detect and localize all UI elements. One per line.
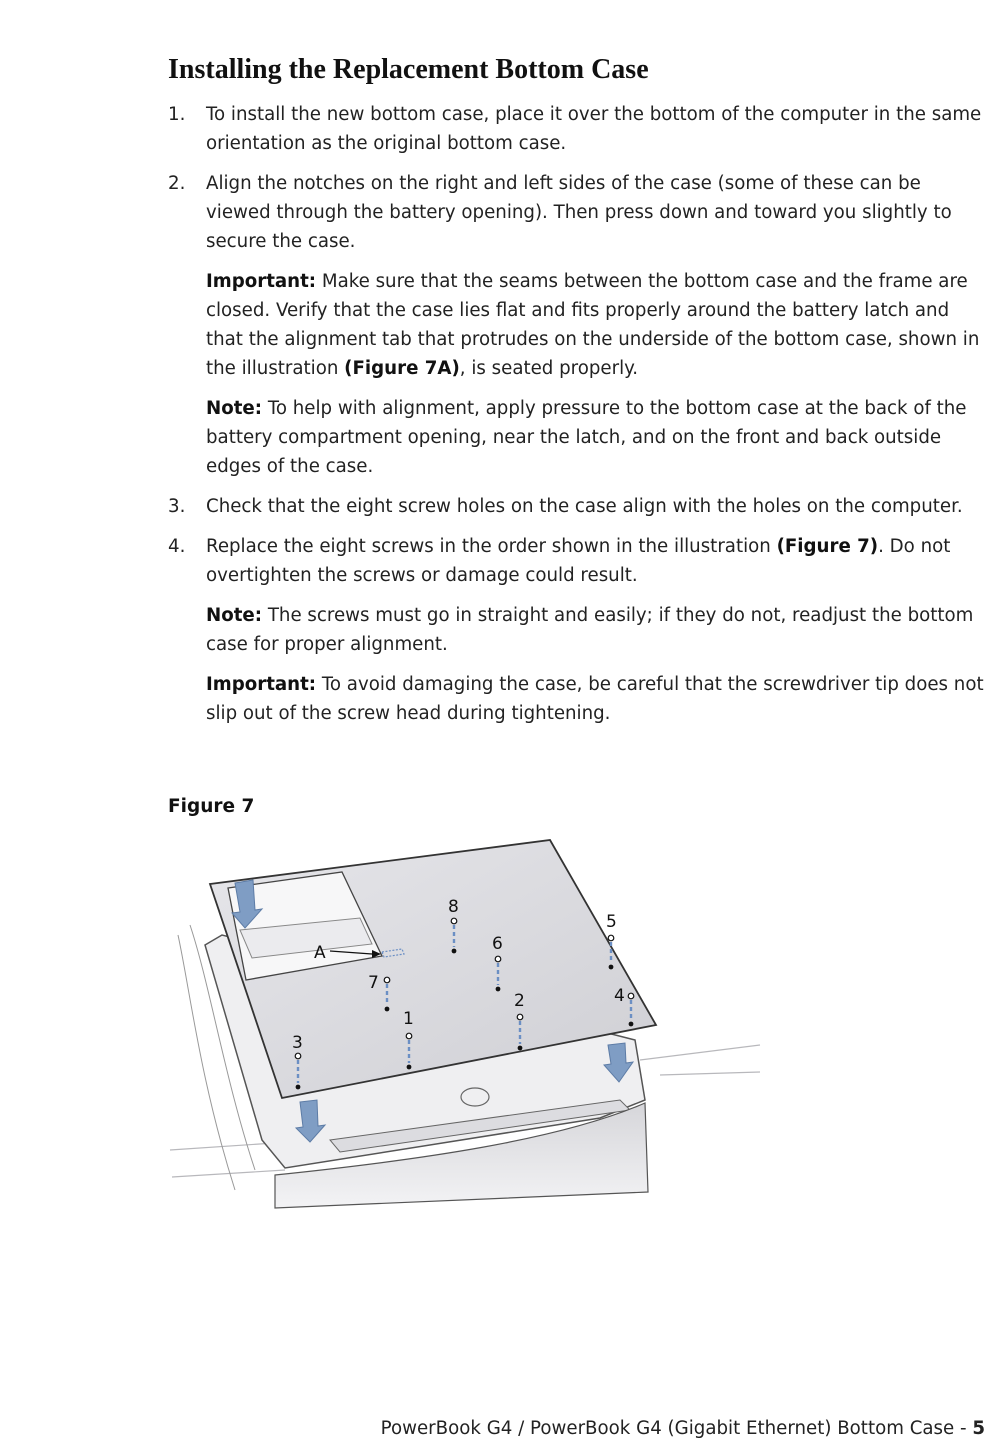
screw-hole xyxy=(496,987,501,992)
step-1 xyxy=(168,100,990,158)
screw-icon xyxy=(406,1033,412,1039)
callout-label: Note: xyxy=(206,605,263,626)
page-number: 5 xyxy=(972,1418,985,1439)
screw-hole xyxy=(296,1085,301,1090)
screw-number-label: 1 xyxy=(403,1009,414,1029)
screw-number-label: 8 xyxy=(448,897,459,917)
step-4 xyxy=(168,532,990,590)
callout-text: The screws must go in straight and easily; if they do not, readjust the bottom case for proper alignment. xyxy=(206,605,974,655)
bottom-case-illustration xyxy=(160,830,780,1215)
figure-reference: (Figure 7A) xyxy=(344,358,460,379)
screw-hole xyxy=(385,1007,390,1012)
step-text: Replace the eight screws in the order shown in the illustration xyxy=(206,536,777,557)
screw-number-label: 5 xyxy=(606,912,617,932)
screw-icon xyxy=(628,993,634,999)
page-title: Installing the Replacement Bottom Case xyxy=(168,54,649,85)
step-text: Align the notches on the right and left sides of the case (some of these can be viewed through the battery opening). Then press down and toward you slightly to secure the case. xyxy=(206,173,952,252)
page-footer xyxy=(381,1418,985,1439)
step-text: . Do not overtighten the screws or damage could result. xyxy=(206,536,951,586)
step-number: 1. xyxy=(168,104,186,125)
screw-hole xyxy=(518,1046,523,1051)
important-callout-2 xyxy=(168,670,990,728)
screw-number-label: 6 xyxy=(492,934,503,954)
step-number: 2. xyxy=(168,173,186,194)
screw-number-label: 2 xyxy=(514,991,525,1011)
screw-number-label: 4 xyxy=(614,986,625,1006)
screw-hole xyxy=(407,1065,412,1070)
callout-label: Important: xyxy=(206,674,317,695)
step-number: 3. xyxy=(168,496,186,517)
screw-icon xyxy=(517,1014,523,1020)
screw-icon xyxy=(451,918,457,924)
screw-number-label: 7 xyxy=(368,973,379,993)
screw-icon xyxy=(608,935,614,941)
screw-hole xyxy=(452,949,457,954)
screw-icon xyxy=(495,956,501,962)
figure-label: Figure 7 xyxy=(168,796,255,817)
callout-label: Note: xyxy=(206,398,263,419)
step-3 xyxy=(168,492,990,521)
screw-number-label: 3 xyxy=(292,1033,303,1053)
note-callout-1 xyxy=(168,394,990,481)
screw-hole xyxy=(609,965,614,970)
step-text: Check that the eight screw holes on the case align with the holes on the computer. xyxy=(206,496,963,517)
footer-title: PowerBook G4 / PowerBook G4 (Gigabit Ethernet) Bottom Case - xyxy=(380,1418,973,1439)
step-2 xyxy=(168,169,990,256)
figure-reference: (Figure 7) xyxy=(776,536,879,557)
screw-icon xyxy=(295,1053,301,1059)
step-text: To install the new bottom case, place it over the bottom of the computer in the same orientation as the original bottom case. xyxy=(206,104,982,154)
step-number: 4. xyxy=(168,536,186,557)
callout-text: Make sure that the seams between the bottom case and the frame are closed. Verify that the case lies flat and fits properly around the battery latch and that the alignment tab that protrudes on the underside of the bottom case, shown in the illustration xyxy=(206,271,980,379)
note-callout-2 xyxy=(168,601,990,659)
callout-label: Important: xyxy=(206,271,317,292)
screw-icon xyxy=(384,977,390,983)
callout-text: To avoid damaging the case, be careful that the screwdriver tip does not slip out of the screw head during tightening. xyxy=(206,674,984,724)
callout-a-label: A xyxy=(314,943,326,963)
screw-hole xyxy=(629,1022,634,1027)
instruction-list xyxy=(168,100,990,739)
callout-text: , is seated properly. xyxy=(459,358,639,379)
callout-text: To help with alignment, apply pressure to the bottom case at the back of the battery compartment opening, near the latch, and on the front and back outside edges of the case. xyxy=(206,398,967,477)
important-callout-1 xyxy=(168,267,990,383)
